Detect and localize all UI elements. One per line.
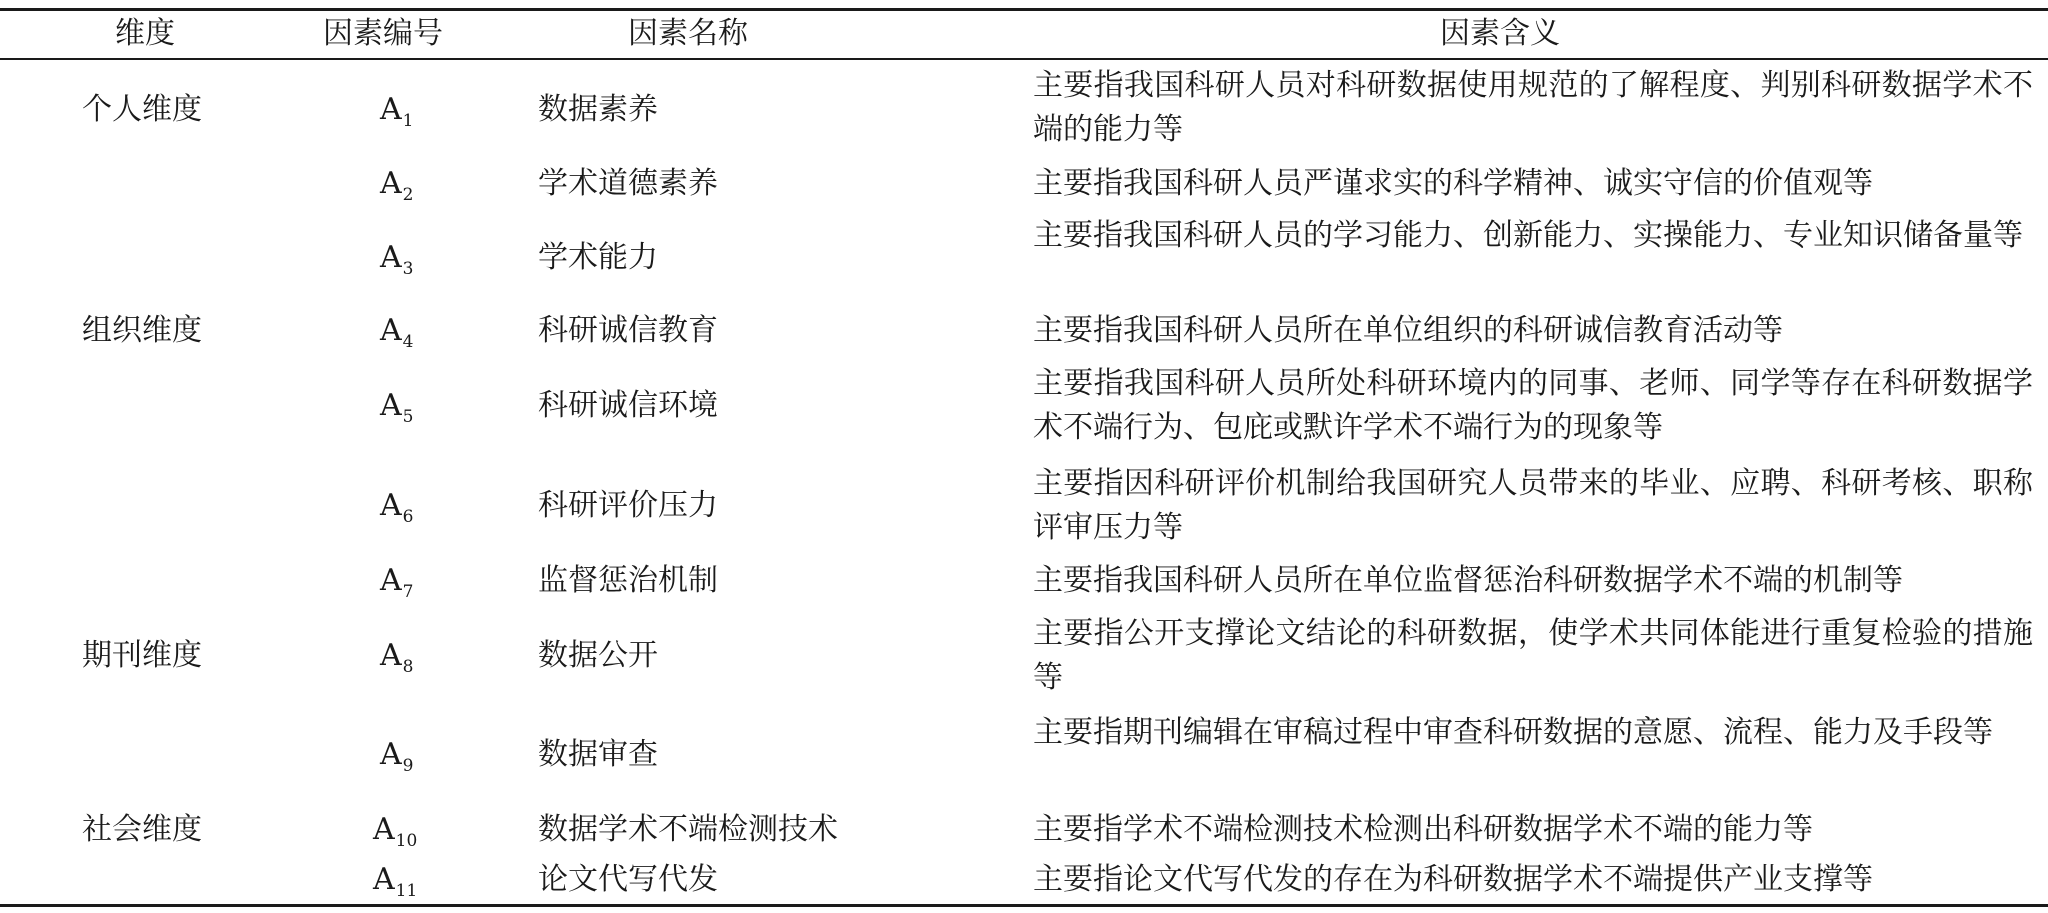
definition-cell: 主要指论文代写代发的存在为科研数据学术不端提供产业支撑等	[1033, 862, 1873, 897]
code-cell: $A_3$	[380, 240, 414, 279]
name-cell: 数据公开	[538, 638, 658, 673]
table-bottom-rule	[0, 904, 2048, 907]
name-cell: 学术能力	[538, 240, 658, 275]
name-cell: 论文代写代发	[538, 862, 718, 897]
definition-cell: 主要指我国科研人员所在单位组织的科研诚信教育活动等	[1033, 313, 1783, 348]
name-cell: 监督惩治机制	[538, 563, 718, 598]
code-cell: $A_2$	[380, 166, 414, 205]
code-cell: $A_4$	[380, 313, 414, 352]
definition-cell: 主要指我国科研人员的学习能力、创新能力、实操能力、专业知识储备量等	[1033, 218, 2023, 253]
definition-cell: 主要指我国科研人员严谨求实的科学精神、诚实守信的价值观等	[1033, 166, 1873, 201]
dimension-cell: 期刊维度	[82, 638, 202, 673]
definition-cell: 主要指期刊编辑在审稿过程中审查科研数据的意愿、流程、能力及手段等	[1033, 715, 1993, 750]
definition-cell: 主要指学术不端检测技术检测出科研数据学术不端的能力等	[1033, 812, 1813, 847]
code-cell: $A_{10}$	[373, 812, 418, 851]
code-cell: $A_8$	[380, 638, 414, 677]
name-cell: 科研诚信环境	[538, 388, 718, 423]
name-cell: 科研诚信教育	[538, 313, 718, 348]
code-cell: $A_1$	[380, 92, 414, 131]
definition-cell: 主要指因科研评价机制给我国研究人员带来的毕业、应聘、科研考核、职称评审压力等	[1033, 466, 2033, 545]
code-cell: $A_5$	[380, 388, 414, 427]
table-header-rule	[0, 58, 2048, 60]
name-cell: 数据学术不端检测技术	[538, 812, 838, 847]
name-cell: 学术道德素养	[538, 166, 718, 201]
definition-cell: 主要指我国科研人员对科研数据使用规范的了解程度、判别科研数据学术不端的能力等	[1033, 68, 2033, 147]
name-cell: 数据素养	[538, 92, 658, 127]
name-cell: 数据审查	[538, 737, 658, 772]
dimension-cell: 个人维度	[82, 92, 202, 127]
header-definition: 因素含义	[1440, 16, 1560, 51]
header-code: 因素编号	[323, 16, 443, 51]
header-name: 因素名称	[628, 16, 748, 51]
code-cell: $A_9$	[380, 737, 414, 776]
dimension-cell: 组织维度	[82, 313, 202, 348]
code-cell: $A_6$	[380, 488, 414, 527]
code-cell: $A_{11}$	[373, 862, 418, 901]
definition-cell: 主要指我国科研人员所在单位监督惩治科研数据学术不端的机制等	[1033, 563, 1903, 598]
dimension-cell: 社会维度	[82, 812, 202, 847]
header-dimension: 维度	[115, 16, 175, 51]
table-top-rule	[0, 8, 2048, 11]
name-cell: 科研评价压力	[538, 488, 718, 523]
definition-cell: 主要指我国科研人员所处科研环境内的同事、老师、同学等存在科研数据学术不端行为、包庇或默许学术不端行为的现象等	[1033, 366, 2033, 445]
code-cell: $A_7$	[380, 563, 414, 602]
definition-cell: 主要指公开支撑论文结论的科研数据，使学术共同体能进行重复检验的措施等	[1033, 616, 2033, 695]
